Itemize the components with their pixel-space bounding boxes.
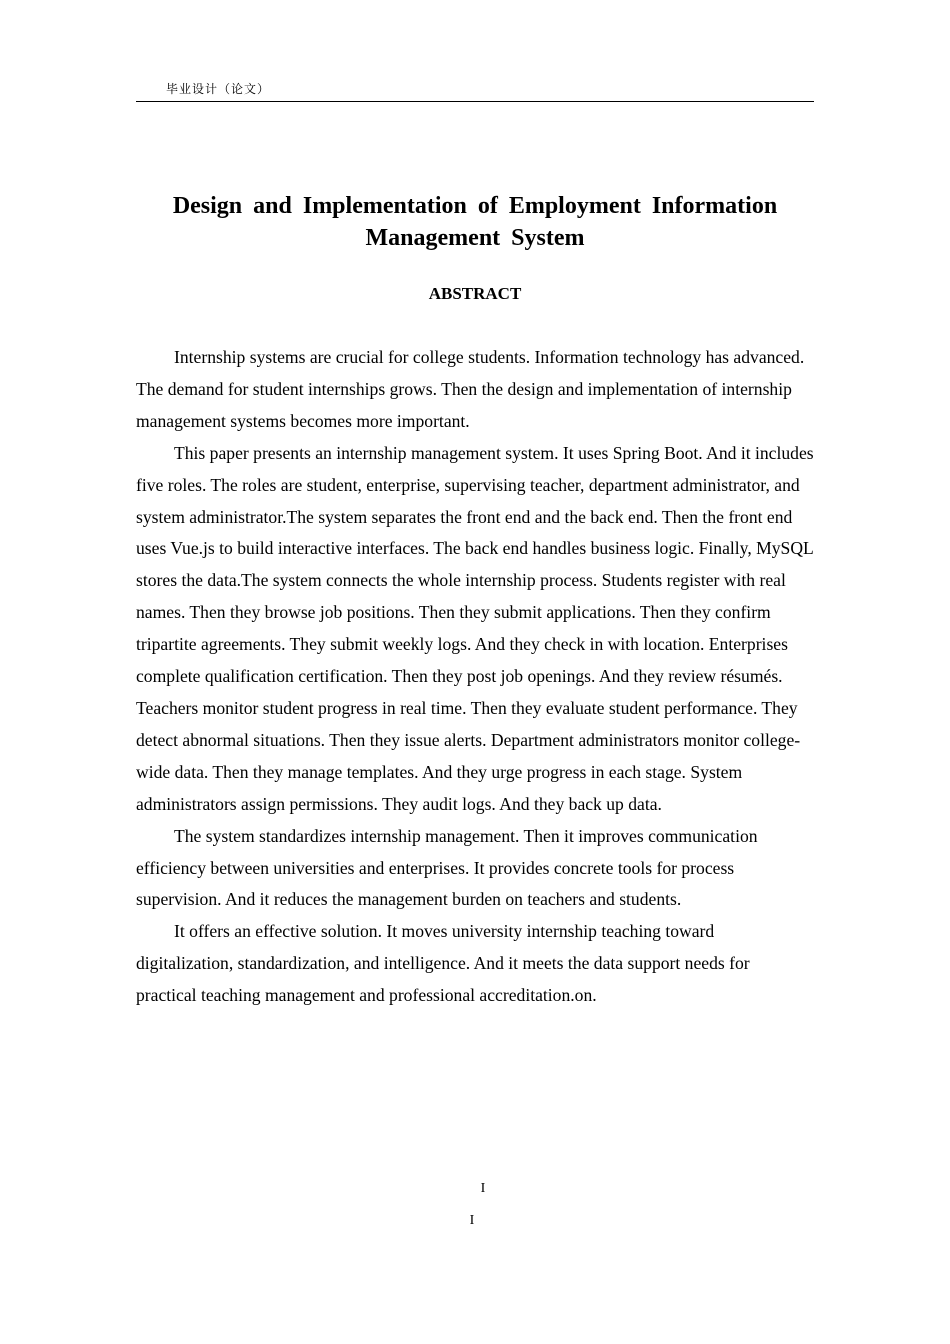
- abstract-paragraph-4: It offers an effective solution. It moves university internship teaching toward digitalization, standardization, and intelligence. And it meets the data support needs for practical teaching management and professional accreditation.on.: [136, 921, 750, 1006]
- page-header: [136, 78, 814, 102]
- page-number-footer: I: [469, 1213, 475, 1228]
- title-line-2: Management System: [365, 225, 585, 251]
- title-line-1: Design and Implementation of Employment Information: [172, 193, 778, 219]
- header-text: 毕业设计（论文）: [166, 82, 271, 96]
- abstract-paragraph-1: Internship systems are crucial for college students. Information technology has advanced. The demand for student internships grows. Then the design and implementation of internship management systems becomes more important.: [136, 347, 805, 431]
- abstract-heading: ABSTRACT: [428, 284, 522, 303]
- abstract-paragraph-3: The system standardizes internship management. Then it improves communication efficiency between universities and enterprises. It provides concrete tools for process supervision. And it reduces the management burden on teachers and students.: [136, 825, 758, 910]
- abstract-body: [136, 342, 814, 1012]
- page-number: I: [480, 1181, 486, 1196]
- document-title: [136, 190, 814, 254]
- abstract-paragraph-2: This paper presents an internship management system. It uses Spring Boot. And it includes five roles. The roles are student, enterprise, supervising teacher, department administrator, and system administrator.The system separates the front end and the back end. Then the front end uses Vue.js to build interactive interfaces. The back end handles business logic. Finally, MySQL stores the data.The system connects the whole internship process. Students register with real names. Then they browse job positions. Then they submit applications. Then they confirm tripartite agreements. They submit weekly logs. And they check in with location. Enterprises complete qualification certification. Then they post job openings. And they review résumés. Teachers monitor student progress in real time. Then they evaluate student performance. They detect abnormal situations. Then they issue alerts. Department administrators monitor college-wide data. Then they manage templates. And they urge progress in each stage. System administrators assign permissions. They audit logs. And they back up data.: [136, 442, 814, 814]
